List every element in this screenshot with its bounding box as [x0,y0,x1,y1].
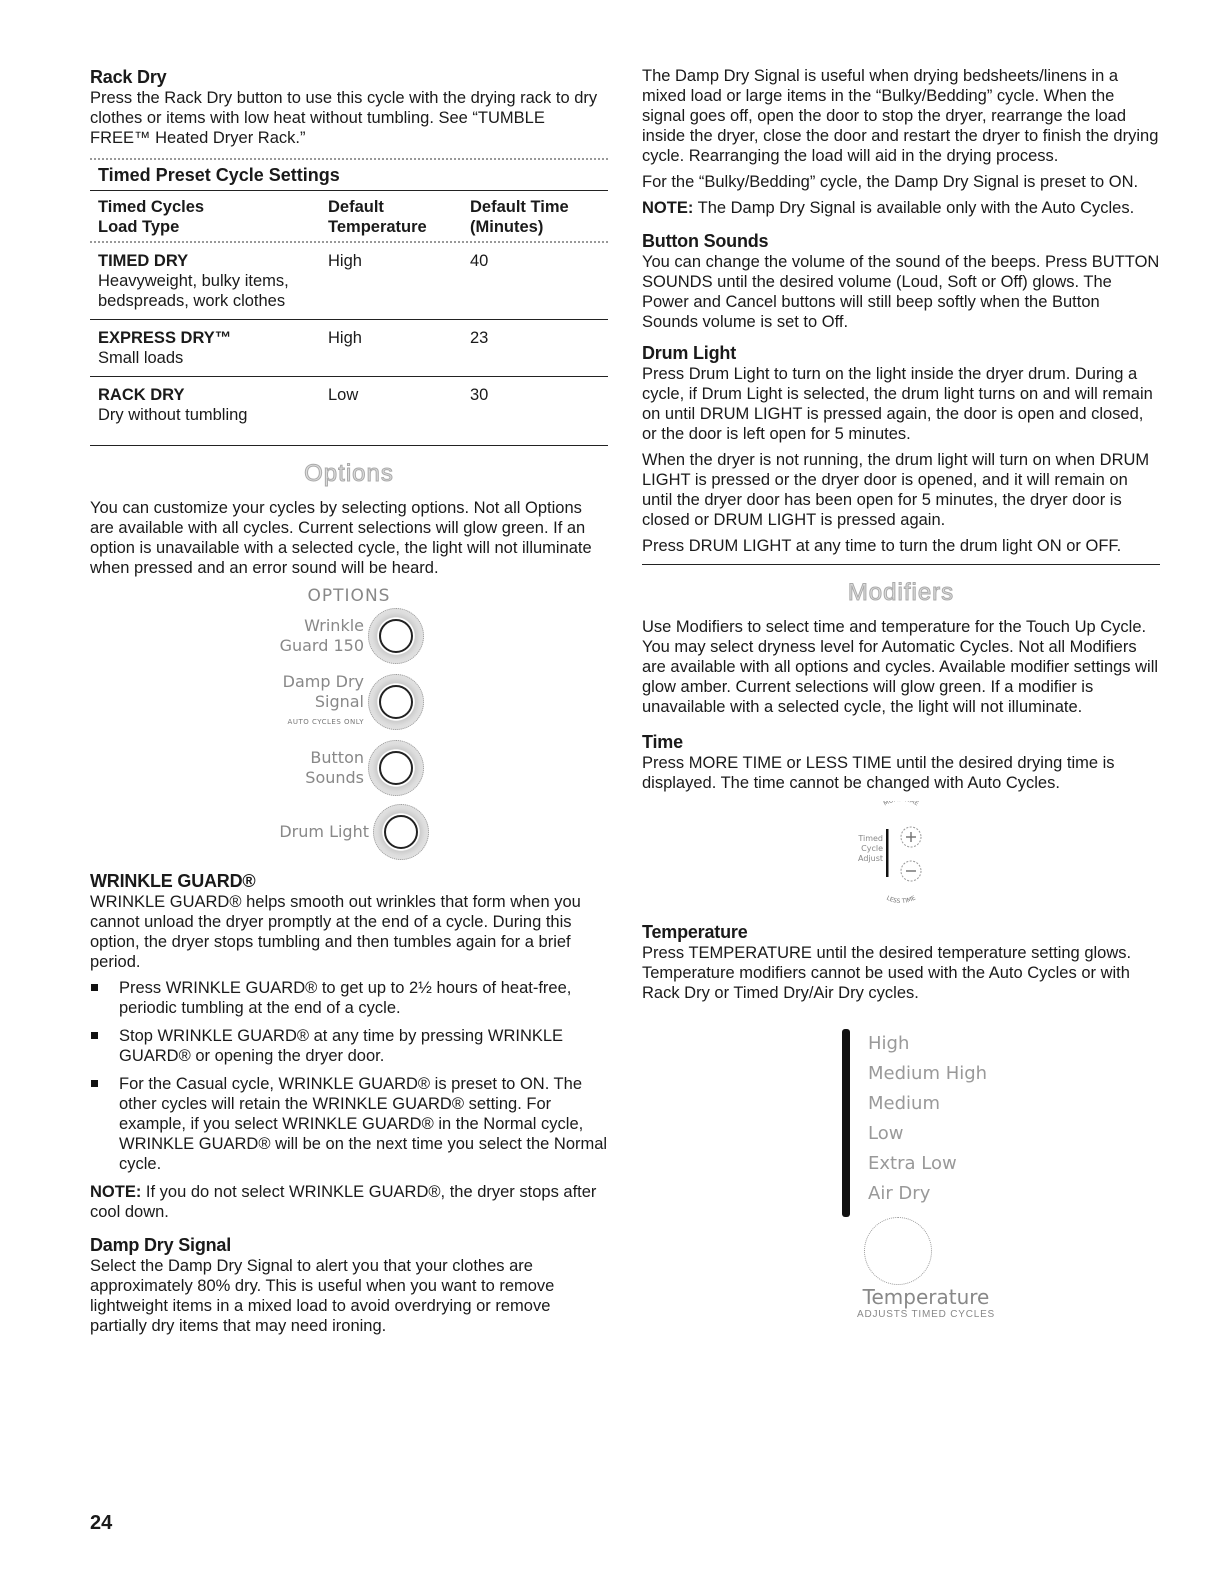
cycle-temp: Low [328,377,470,446]
button-sounds-button[interactable] [368,740,424,796]
divider [642,564,1160,565]
drum-light-button[interactable] [373,804,429,860]
drum-light-text-3: Press DRUM LIGHT at any time to turn the drum light ON or OFF. [642,537,1122,555]
list-item: Stop WRINKLE GUARD® at any time by pressing WRINKLE GUARD® or opening the dryer door. [90,1026,608,1066]
button-sounds-text: You can change the volume of the sound of the beeps. Press BUTTON SOUNDS until the desired volume (Loud, Soft or Off) glows. The Power and Cancel buttons will still beep softly when the Button Sounds volume is set to Off. [642,253,1160,331]
button-sounds-section [642,230,1160,332]
damp-dry-text-2: The Damp Dry Signal is useful when drying bedsheets/linens in a mixed load or large items in the “Bulky/Bedding” cycle. When the signal goes off, open the door to stop the dryer, rearrange the load inside the dryer, close the door and restart the dryer to finish the drying cycle. Rearranging the load will aid in the drying process. [642,67,1159,165]
cycle-temp: High [328,243,470,320]
more-time-label: MO ME [882,801,920,808]
temp-setting-extra-low: Extra Low [868,1153,957,1174]
options-panel [264,586,434,860]
temp-setting-high: High [868,1033,910,1054]
wrinkle-guard-heading: WRINKLE GUARD® [90,871,256,891]
option-label: Guard 150 [279,636,364,655]
page-number: 24 [90,1512,113,1534]
time-heading: Time [642,732,683,752]
less-time-button[interactable] [901,861,921,881]
damp-dry-text: Select the Damp Dry Signal to alert you that your clothes are approximately 80% dry. This is useful when you want to remove lightweight items in a mixed load to avoid overdrying or remove partially dry items that may need ironing. [90,1257,555,1335]
option-label: Signal [314,692,364,711]
cycle-temp: High [328,320,470,377]
cycle-load: Dry without tumbling [98,406,248,424]
time-section [642,731,1160,911]
cycle-time: 30 [470,377,608,446]
rack-dry-text: Press the Rack Dry button to use this cycle with the drying rack to dry clothes or items with low heat without tumbling. See “TUMBLE FREE™ Heated Dryer Rack.” [90,89,598,147]
wrinkle-guard-button[interactable] [368,608,424,664]
time-text: Press MORE TIME or LESS TIME until the desired drying time is displayed. The time cannot be changed with Auto Cycles. [642,754,1115,792]
button-sounds-heading: Button Sounds [642,231,769,251]
temperature-text: Press TEMPERATURE until the desired temperature setting glows. Temperature modifiers cannot be used with the Auto Cycles or with Rack Dry or Timed Dry/Air Dry cycles. [642,944,1132,1002]
drum-light-text-1: Press Drum Light to turn on the light inside the dryer drum. During a cycle, if Drum Light is selected, the drum light turns on and will remain on until DRUM LIGHT is pressed again, the door is open and closed, or the door is left open for 5 minutes. [642,365,1153,443]
timed-preset-table [90,191,608,446]
drum-light-text-2: When the dryer is not running, the drum light will turn on when DRUM LIGHT is pressed or the dryer door is opened, and it will remain on until the dryer door has been open for 5 minutes, the dryer door is closed or DRUM LIGHT is pressed again. [642,451,1150,529]
header-temperature: Default Temperature [328,198,427,236]
temperature-settings-list [842,1029,1002,1285]
damp-dry-text-3: For the “Bulky/Bedding” cycle, the Damp Dry Signal is preset to ON. [642,173,1139,191]
table-row [90,377,608,446]
cycle-time: 40 [470,243,608,320]
header-time: Default Time (Minutes) [470,198,569,236]
cycle-load: Heavyweight, bulky items, bedspreads, work clothes [98,272,289,310]
drum-light-heading: Drum Light [642,343,736,363]
divider [90,158,608,160]
timed-cycle-adjust-label: Adjust [857,854,883,863]
temperature-panel-sublabel: ADJUSTS TIMED CYCLES [856,1309,996,1320]
cycle-time: 23 [470,320,608,377]
wrinkle-guard-note: NOTE: If you do not select WRINKLE GUARD®, the dryer stops after cool down. [90,1183,597,1221]
temperature-section [642,921,1160,1320]
options-title: Options [304,460,394,487]
temperature-panel-label: Temperature [862,1285,990,1309]
damp-dry-section [90,1234,608,1336]
option-note: AUTO CYCLES ONLY [287,718,364,726]
damp-dry-heading: Damp Dry Signal [90,1235,232,1255]
timed-cycle-adjust-label: Cycle [861,844,883,853]
temperature-caption [826,1285,1026,1320]
less-time-label: LESS TIME [885,894,917,906]
cycle-name: EXPRESS DRY™ [98,329,232,347]
modifiers-intro: Use Modifiers to select time and temperature for the Touch Up Cycle. You may select dryness level for Automatic Cycles. Not all Modifiers are available with all options and cycles. Available modifier settings will glow amber. Current selections will glow green. If a modifier is unavailable with a selected cycle, the light will not illuminate. [642,618,1159,716]
cycle-load: Small loads [98,349,184,367]
drum-light-section [642,342,1160,565]
cycle-name: TIMED DRY [98,252,189,270]
wrinkle-guard-section [90,870,608,1222]
damp-dry-signal-button[interactable] [368,674,424,730]
temp-setting-medium-high: Medium High [868,1063,988,1084]
timed-cycle-adjust-label: Timed [858,834,883,843]
option-damp-dry-signal [264,672,434,732]
timed-table-title: Timed Preset Cycle Settings [90,162,608,191]
time-modifier-panel [831,801,971,911]
temp-setting-air-dry: Air Dry [868,1183,931,1204]
options-panel-heading: OPTIONS [307,586,391,606]
temp-setting-medium: Medium [868,1093,940,1114]
temperature-button[interactable] [864,1217,932,1285]
cycle-name: RACK DRY [98,386,185,404]
header-cycles: Timed Cycles Load Type [98,198,205,236]
modifiers-title: Modifiers [847,579,955,606]
time-dial-svg [831,801,971,911]
option-button-sounds [264,740,434,796]
option-label: Sounds [305,768,364,787]
temp-setting-low: Low [868,1123,904,1144]
option-label: Button [310,748,364,767]
wrinkle-guard-list [90,978,608,1174]
list-item: Press WRINKLE GUARD® to get up to 2½ hours of heat-free, periodic tumbling at the end of a cycle. [90,978,608,1018]
option-label: Damp Dry [282,672,364,691]
more-time-button[interactable] [901,827,921,847]
left-column [90,66,608,1346]
temperature-panel [842,1029,1002,1320]
table-row [90,243,608,320]
option-wrinkle-guard [264,608,434,664]
option-label: Wrinkle [304,616,364,635]
table-row [90,320,608,377]
table-header-row [90,191,608,241]
rack-dry-heading: Rack Dry [90,67,167,87]
wrinkle-guard-text: WRINKLE GUARD® helps smooth out wrinkles that form when you cannot unload the dryer promptly at the end of a cycle. During this option, the dryer stops tumbling and then tumbles again for a brief period. [90,893,581,971]
right-column [642,66,1160,1330]
option-drum-light [264,804,434,860]
options-intro: You can customize your cycles by selecting options. Not all Options are available with all cycles. Current selections will glow green. If an option is unavailable with a selected cycle, the light will not illuminate when pressed and an error sound will be heard. [90,499,592,577]
rack-dry-section [90,66,608,148]
list-item: For the Casual cycle, WRINKLE GUARD® is preset to ON. The other cycles will retain the WRINKLE GUARD® setting. For example, if you select WRINKLE GUARD® in the Normal cycle, WRINKLE GUARD® will be on the next time you select the Normal cycle. [90,1074,608,1174]
option-label: Drum Light [279,822,369,841]
damp-dry-note: NOTE: The Damp Dry Signal is available only with the Auto Cycles. [642,199,1135,217]
temperature-indicator-bar [842,1029,850,1217]
temperature-heading: Temperature [642,922,748,942]
